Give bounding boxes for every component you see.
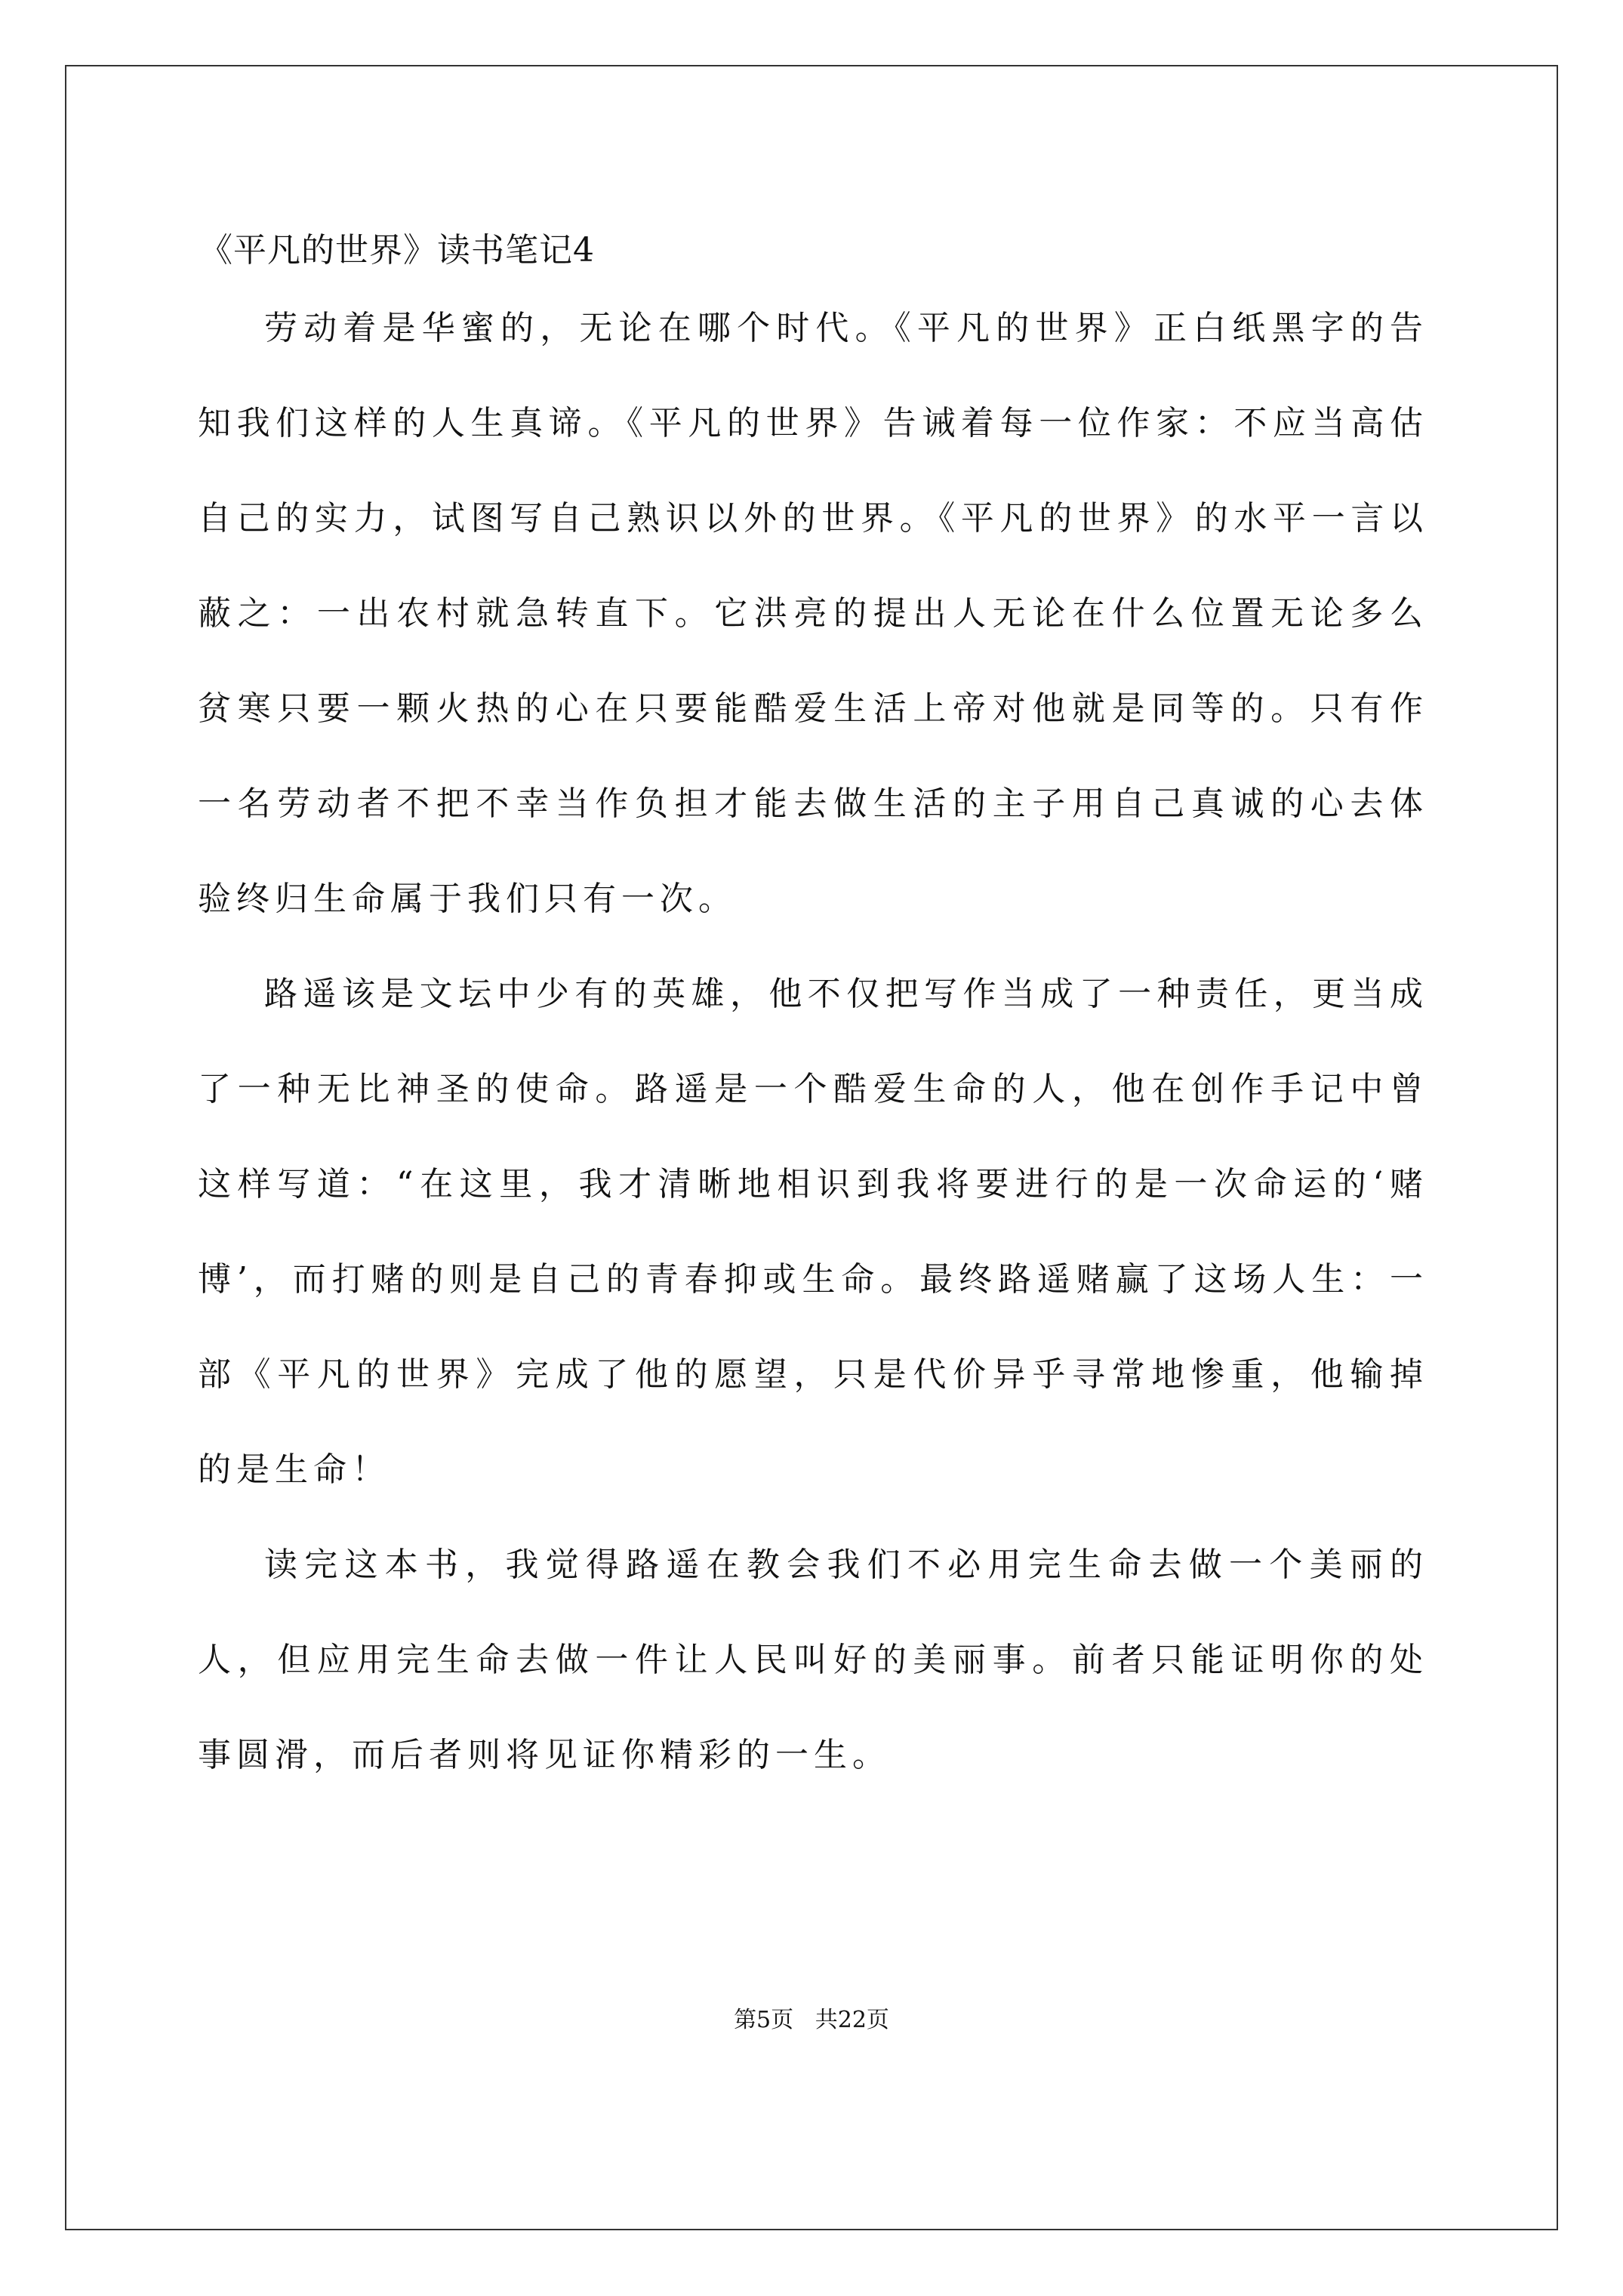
document-title: 《平凡的世界》读书笔记4 [199, 231, 595, 270]
document-body [198, 281, 1428, 1803]
paragraph-2: 路遥该是文坛中少有的英雄，他不仅把写作当成了一种责任，更当成了一种无比神圣的使命。路遥是一个酷爱生命的人，他在创作手记中曾这样写道：“在这里，我才清晰地相识到我将要进行的是一次命运的‘赌博’，而打赌的则是自己的青春抑或生命。最终路遥赌赢了这场人生：一部《平凡的世界》完成了他的愿望，只是代价异乎寻常地惨重，他输掉的是生命！ [198, 975, 1428, 1489]
paragraph-3: 读完这本书，我觉得路遥在教会我们不必用完生命去做一个美丽的人，但应用完生命去做一件让人民叫好的美丽事。前者只能证明你的处事圆滑，而后者则将见证你精彩的一生。 [198, 1546, 1428, 1774]
page-number: 第5页 共22页 [734, 2007, 889, 2033]
paragraph-1: 劳动着是华蜜的，无论在哪个时代。《平凡的世界》正白纸黑字的告知我们这样的人生真谛。《平凡的世界》告诫着每一位作家：不应当高估自己的实力，试图写自己熟识以外的世界。《平凡的世界》的水平一言以蔽之：一出农村就急转直下。它洪亮的提出人无论在什么位置无论多么贫寒只要一颗火热的心在只要能酷爱生活上帝对他就是同等的。只有作一名劳动者不把不幸当作负担才能去做生活的主子用自己真诚的心去体验终归生命属于我们只有一次。 [198, 309, 1428, 918]
